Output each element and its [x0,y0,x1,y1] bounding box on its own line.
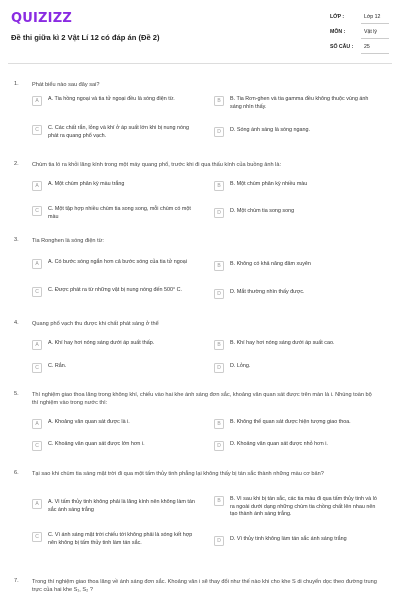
meta-value: Vật lý [364,29,377,35]
question-text: Trong thí nghiệm giao thoa lăng về ánh sáng đơn sắc. Khoảng vân i sẽ thay đổi như thế nào khi cho khe S di chuyển dọc theo đường trung trực của hai khe S₁, S₂ ? [32,579,377,593]
meta-underline [361,38,389,39]
option-letter: A [32,340,42,350]
meta-class [300,14,392,26]
option-letter: B [214,181,224,191]
option-text: B. Không thể quan sát được hiện tượng giao thoa. [230,419,351,425]
option-text: D. Sóng ánh sáng là sóng ngang. [230,127,311,133]
option-letter: B [214,496,224,506]
option-text: A. Khí hay hơi nóng sáng dưới áp suất thấp. [48,340,155,346]
option-letter: A [32,259,42,269]
meta-subject [300,29,392,41]
option-text: D. Lỏng. [230,363,251,369]
option-text: C. Các chất rắn, lỏng và khí ở áp suất lớn khi bị nung nóng phát ra quang phổ vạch. [48,125,190,139]
option-letter: A [32,96,42,106]
option-letter: C [32,441,42,451]
document-title: Đề thi giữa kì 2 Vật Lí 12 có đáp án (Đề 2) [11,33,160,42]
meta-label: SỐ CÂU : [330,44,354,50]
option-letter: D [214,363,224,373]
question-number: 2. [14,161,19,167]
option-text: A. Một chùm phân kỳ màu trắng [48,181,125,187]
option-letter: A [32,499,42,509]
option-text: A. Vì tấm thủy tinh không phải là lăng kính nên không làm tán sắc ánh sáng trắng [48,499,195,513]
option-text: A. Tia hồng ngoại và tia tử ngoại đều là sóng điện từ. [48,96,175,102]
option-letter: C [32,287,42,297]
option-text: B. Tia Rơn-ghen và tia gamma đều không thuộc vùng ánh sáng nhìn thấy. [230,96,369,110]
option-text: C. Vì ánh sáng mặt trời chiếu tới không phải là sóng kết hợp nên không bị tấm thủy tinh làm tán sắc. [48,532,193,546]
option-letter: D [214,127,224,137]
question-text: Quang phổ vạch thu được khi chất phát sáng ở thể [32,321,159,327]
option-letter: A [32,181,42,191]
meta-value: Lớp 12 [364,14,381,20]
question-number: 5. [14,391,19,397]
question-number: 1. [14,81,19,87]
option-letter: D [214,289,224,299]
meta-underline [361,23,389,24]
option-letter: D [214,536,224,546]
question-text: Phát biểu nào sau đây sai? [32,82,100,88]
option-letter: C [32,532,42,542]
option-letter: B [214,96,224,106]
meta-value: 25 [364,44,370,50]
option-letter: C [32,363,42,373]
option-text: C. Khoảng vân quan sát được lớn hơn i. [48,441,145,447]
option-text: B. Vì sau khi bị tán sắc, các tia màu đi qua tấm thủy tinh và ló ra ngoài dưới dạng những chùm tia chồng chất lên nhau nên tạo thành ánh sáng trắng. [230,496,377,517]
question-text: Tia Ronghen là sóng điện từ: [32,238,104,244]
option-text: D. Một chùm tia song song [230,208,295,214]
option-text: D. Mắt thường nhìn thấy được. [230,289,305,295]
meta-label: MÔN : [330,29,346,35]
option-letter: D [214,208,224,218]
option-text: D. Vì thủy tinh không làm tán sắc ánh sáng trắng [230,536,347,542]
option-letter: B [214,261,224,271]
option-text: B. Khí hay hơi nóng sáng dưới áp suất cao. [230,340,335,346]
question-number: 7. [14,578,19,584]
question-text: Chùm tia ló ra khỏi lăng kính trong một máy quang phổ, trước khi đi qua thấu kính của buồng ảnh là: [32,162,282,168]
meta-underline [361,53,389,54]
question-number: 4. [14,320,19,326]
option-text: D. Khoảng vân quan sát được nhỏ hơn i. [230,441,328,447]
meta-question-count [300,44,392,56]
header-divider [8,63,392,64]
option-text: A. Khoảng vân quan sát được là i. [48,419,130,425]
option-text: A. Có bước sóng ngắn hơn cả bước sóng của tia tử ngoại [48,259,187,265]
question-number: 3. [14,237,19,243]
option-letter: B [214,340,224,350]
option-letter: D [214,441,224,451]
option-letter: C [32,206,42,216]
option-text: C. Được phát ra từ những vật bị nung nóng đến 500° C. [48,287,182,293]
question-number: 6. [14,470,19,476]
option-text: C. Một tập hợp nhiều chùm tia song song, mỗi chùm có một màu [48,206,191,220]
meta-label: LỚP : [330,14,345,20]
option-letter: A [32,419,42,429]
question-text: Tại sao khi chùm tia sáng mặt trời đi qua một tấm thủy tinh phẳng lại không thấy bị tán sắc thành những màu cơ bản? [32,471,324,477]
option-letter: C [32,125,42,135]
option-text: B. Một chùm phân kỳ nhiều màu [230,181,308,187]
option-letter: B [214,419,224,429]
document-header [0,0,400,62]
option-text: B. Không có khả năng đâm xuyên [230,261,311,267]
question-text: Thí nghiệm giao thoa lăng trong không khí, chiếu vào hai khe ánh sáng đơn sắc, khoảng vân quan sát được trên màn là i. Nhúng toàn bộ thí nghiệm vào trong nước thì: [32,392,372,406]
quizizz-logo: QUIZIZZ [11,11,72,26]
option-text: C. Rắn. [48,363,67,369]
